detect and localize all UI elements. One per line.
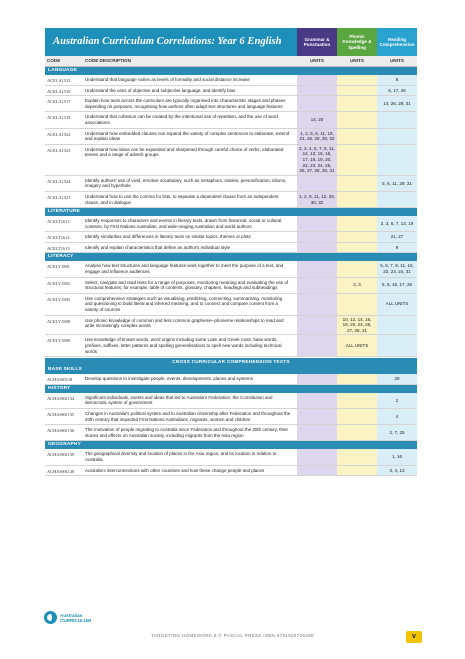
reading-units: 2 [377, 393, 417, 408]
phonic-units-header: UNITS [350, 58, 364, 63]
reading-units: 3, 4, 13 [377, 466, 417, 476]
phonic-units [337, 112, 377, 127]
phonic-units [337, 176, 377, 191]
section-base-skills: BASE SKILLS [45, 366, 417, 374]
code-description: Analyse how text structures and language features work together to meet the purpose of a text, and engage and influence audiences [85, 263, 284, 275]
code-description: Understand how to use the comma for lists, to separate a dependent clause from an independent clause, and in dialogue [85, 193, 279, 205]
grammar-units [297, 294, 337, 315]
logo-line-2: CURRICULUM [60, 617, 92, 623]
reading-units: ALL UNITS [377, 294, 417, 315]
phonic-units [337, 294, 377, 315]
curriculum-code: ACELT1614 [47, 235, 70, 241]
table-row [45, 335, 417, 357]
table-row [45, 96, 417, 112]
phonic-units [337, 232, 377, 242]
grammar-units-header: UNITS [310, 58, 324, 63]
code-description: Australia's interconnections with other countries and how these change people and places [85, 467, 265, 473]
reading-units: 29 [377, 374, 417, 384]
reading-header: Reading Comprehension [377, 28, 417, 56]
phonic-units: 2, 3 [337, 278, 377, 293]
code-description: Explain how texts across the curriculum are typically organised into characteristic stages and phases depending on purposes, recognising how authors often adapt text structures and language features [85, 98, 286, 109]
curriculum-code: ACELA1517 [47, 99, 71, 105]
grammar-units: 2, 3, 4, 5, 7, 8, 11, 12, 13, 15, 16, 17, 18, 19, 20, 22, 23, 24, 25, 26, 27, 28, 30, 31 [297, 145, 337, 175]
phonic-units [337, 261, 377, 276]
curriculum-code: ACHASSK135 [47, 411, 75, 417]
footer-text: TARGETING HOMEWORK 6 © PASCAL PRESS ISBN 9781925726480 [151, 633, 314, 638]
table-row [45, 374, 417, 385]
grammar-units [297, 425, 337, 440]
table-row [45, 145, 417, 176]
section-language: LANGUAGE [45, 67, 417, 75]
table-row [45, 192, 417, 208]
curriculum-code: ACELA1516 [47, 88, 71, 94]
table-row [45, 232, 417, 243]
language-rows [45, 75, 417, 208]
code-description: Identify similarities and differences in literary texts on similar topics, themes or plots [85, 234, 251, 240]
curriculum-code: ACELA1524 [47, 178, 71, 184]
table-row [45, 449, 417, 465]
curriculum-code: ACELA1518 [47, 115, 71, 121]
code-description: Significant individuals, events and ideas that led to Australia's Federation, the Constitution and democratic system of government [85, 394, 273, 406]
code-description: Changes in Australia's political system and to Australian citizenship after Federation and throughout the 20th century that impacted First Nations Australians, migrants, women and children [85, 410, 291, 422]
curriculum-code: ACHASSK139 [47, 452, 75, 458]
code-description: Understand how ideas can be expanded and sharpened through careful choice of verbs, elaborated tenses and a range of adverb groups [85, 146, 284, 158]
table-row [45, 294, 417, 316]
curriculum-code: ACHASSK140 [47, 468, 75, 474]
page-number: v [406, 631, 422, 643]
grammar-units [297, 374, 337, 384]
table-row [45, 86, 417, 97]
grammar-units [297, 261, 337, 276]
table-row [45, 393, 417, 409]
table-row [45, 243, 417, 254]
phonic-units [337, 216, 377, 231]
grammar-units [297, 466, 337, 476]
curriculum-code: ACELA1521 [47, 194, 71, 200]
phonic-units: ALL UNITS [337, 335, 377, 356]
grammar-header: Grammar & Punctuation [297, 28, 337, 56]
grammar-units: 14, 20 [297, 112, 337, 127]
table-row [45, 261, 417, 277]
reading-units: 8 [377, 75, 417, 85]
reading-units [377, 316, 417, 335]
code-description: Use knowledge of known words, word origins including some Latin and Greek roots, base words, prefixes, suffixes, letter patterns and spelling generalisations to spell new words including technical words [85, 337, 282, 354]
reading-units: 5, 6, 7, 8, 11, 16, 22, 23, 24, 31 [377, 261, 417, 276]
curriculum-code: ACELY1802 [47, 280, 70, 286]
curriculum-code: ACELY1808 [47, 318, 70, 324]
curriculum-code: ACELY1801 [47, 264, 70, 270]
code-description: Use comprehension strategies such as visualising, predicting, connecting, summarising, monitoring and questioning to build literal and inferred meaning, and to connect and compare content from a variety of sources [85, 295, 283, 313]
history-rows [45, 393, 417, 442]
logo-text [60, 613, 91, 623]
code-description: The geographical diversity and location of places in the Asia region, and its location in relation to Australia [85, 451, 277, 462]
phonic-units [337, 374, 377, 384]
phonic-units [337, 75, 377, 85]
phonic-units [337, 145, 377, 175]
curriculum-code: ACELA1522 [47, 131, 71, 137]
grammar-units [297, 409, 337, 424]
grammar-units: 1, 2, 5, 6, 11, 19, 21, 26, 29, 30, 32 [297, 129, 337, 144]
code-description: The motivation of people migrating to Australia since Federation and throughout the 20th century, their stories and effects on Australian society, including migrants from the Asia region [85, 427, 289, 438]
table-row [45, 176, 417, 192]
section-geography: GEOGRAPHY [45, 441, 417, 449]
phonic-units: 10, 12, 14, 16, 19, 20, 24, 25, 27, 28, 31 [337, 316, 377, 335]
page-title: Australian Curriculum Correlations: Year 6 English [45, 28, 297, 56]
code-description: Identify responses to characters and events in literary texts, drawn from historical, social or cultural contexts, by First Nations Australian, and wide-ranging Australian and world authors [85, 218, 282, 229]
australian-curriculum-logo [44, 611, 91, 624]
table-row [45, 112, 417, 128]
phonic-units [337, 449, 377, 464]
table-row [45, 75, 417, 86]
phonic-units [337, 243, 377, 253]
curriculum-code: ACHASSI118 [47, 377, 73, 383]
grammar-units [297, 86, 337, 96]
phonic-units [337, 409, 377, 424]
grammar-units [297, 449, 337, 464]
table-row [45, 466, 417, 477]
reading-units: 14, 26, 29, 31 [377, 96, 417, 111]
grammar-units [297, 335, 337, 356]
geography-rows [45, 449, 417, 476]
code-description: Identify and explain characteristics that define an author's individual style [85, 244, 230, 250]
reading-units: 4 [377, 409, 417, 424]
correlation-table [45, 28, 417, 476]
code-description: Develop questions to investigate people, events, developments, places and systems [85, 376, 253, 382]
code-description: Identify authors' use of vivid, emotive vocabulary, such as metaphors, similes, personification, idioms, imagery and hyperbole [85, 177, 287, 189]
curriculum-code: ACELA1523 [47, 147, 71, 153]
curriculum-code: ACHASSK134 [47, 395, 75, 401]
curriculum-code: ACELY1809 [47, 338, 70, 344]
table-row [45, 409, 417, 425]
description-column-header: CODE DESCRIPTION [85, 58, 131, 63]
table-row [45, 425, 417, 441]
grammar-units [297, 232, 337, 242]
table-row [45, 316, 417, 336]
section-literature: LITERATURE [45, 208, 417, 216]
reading-units: 2, 7, 25 [377, 425, 417, 440]
reading-units [377, 129, 417, 144]
reading-units: 1, 16 [377, 449, 417, 464]
grammar-units [297, 96, 337, 111]
code-description: Select, navigate and read texts for a range of purposes, monitoring meaning and evaluating the use of structural features; for example, table of contents, glossary, chapters, headings and subheadings [85, 279, 289, 291]
reading-units: 5, 8, 15, 17, 26 [377, 278, 417, 293]
grammar-units [297, 393, 337, 408]
reading-units [377, 335, 417, 356]
grammar-units [297, 216, 337, 231]
curriculum-code: ACELA1515 [47, 78, 71, 83]
column-header [45, 56, 417, 67]
code-description: Use phonic knowledge of common and less common grapheme–phoneme relationships to read and write increasingly complex words [85, 317, 284, 329]
phonic-units [337, 129, 377, 144]
grammar-units: 1, 2, 9, 11, 12, 28, 30, 32 [297, 192, 337, 207]
curriculum-code: ACHASSK136 [47, 428, 75, 434]
literature-rows [45, 216, 417, 253]
curriculum-code: ACELT1615 [47, 245, 70, 251]
table-row [45, 278, 417, 294]
phonic-units [337, 192, 377, 207]
phonic-units [337, 393, 377, 408]
logo-line-1: Australian [60, 612, 83, 618]
reading-units: 5, 17, 26 [377, 86, 417, 96]
reading-units [377, 145, 417, 175]
code-description: Understand that cohesion can be created by the intentional use of repetition, and the use of word associations [85, 114, 278, 125]
grammar-units [297, 75, 337, 85]
curriculum-logo-icon [44, 611, 57, 624]
reading-units: 9 [377, 243, 417, 253]
table-row [45, 216, 417, 232]
literacy-rows [45, 261, 417, 357]
reading-units [377, 112, 417, 127]
title-row [45, 28, 417, 56]
section-history: HISTORY [45, 385, 417, 393]
code-column-header: CODE [47, 58, 61, 63]
section-cross-curricular: CROSS CURRICULAR COMPREHENSION TEXTS [45, 358, 417, 366]
phonic-units [337, 425, 377, 440]
reading-units-header: UNITS [390, 58, 404, 63]
phonic-header: Phonic Knowledge & Spelling [337, 28, 377, 56]
phonic-units [337, 86, 377, 96]
phonic-units [337, 466, 377, 476]
grammar-units [297, 278, 337, 293]
section-literacy: LITERACY [45, 253, 417, 261]
reading-units: 2, 3, 6, 7, 13, 19 [377, 216, 417, 231]
curriculum-code: ACELT1613 [47, 219, 70, 225]
base-skills-rows [45, 374, 417, 385]
code-description: Understand how embedded clauses can expand the variety of complex sentences to elaborate, extend and explain ideas [85, 130, 290, 142]
phonic-units [337, 96, 377, 111]
curriculum-code: ACELY1803 [47, 296, 70, 302]
table-row [45, 129, 417, 145]
reading-units [377, 192, 417, 207]
grammar-units [297, 243, 337, 253]
reading-units: 5, 6, 11, 29, 31 [377, 176, 417, 191]
grammar-units [297, 176, 337, 191]
grammar-units [297, 316, 337, 335]
code-description: Understand that language varies as levels of formality and social distance increase [85, 77, 250, 82]
reading-units: 21, 27 [377, 232, 417, 242]
code-description: Understand the uses of objective and subjective language, and identify bias [85, 87, 236, 93]
